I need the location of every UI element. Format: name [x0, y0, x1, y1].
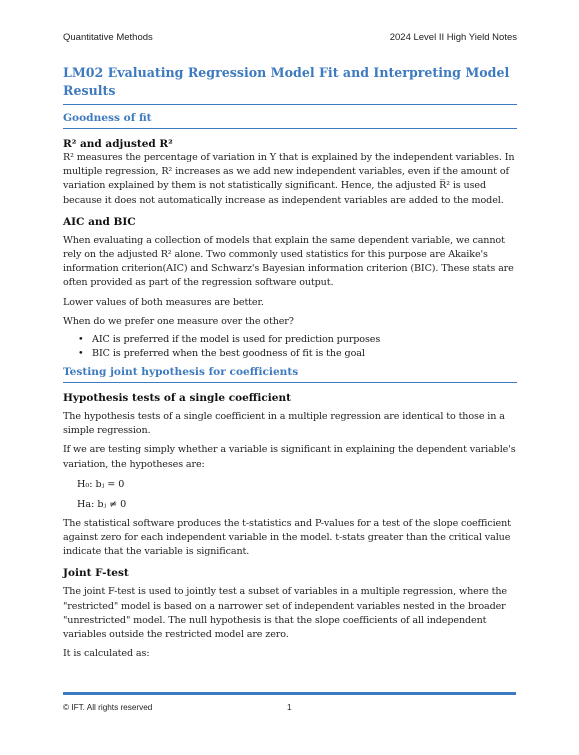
paragraph-joint-f-test: The joint F-test is used to jointly test a subset of variables in a multiple regression, where the "restricted" model is based on a narrower set of independent variables nested in the broader "unrestricted" model. The null hypothesis is that the slope coefficients of all independent variables outside the restricted model are zero.: [63, 586, 507, 641]
paragraph-testing-significance: If we are testing simply whether a variable is significant in explaining the dependent variable's variation, the hypotheses are:: [63, 444, 516, 470]
bullet-text-aic: AIC is preferred if the model is used for prediction purposes: [92, 334, 381, 346]
header-edition: 2024 Level II High Yield Notes: [389, 32, 517, 43]
paragraph-r2: R² measures the percentage of variation in Y that is explained by the independent variables. In multiple regression, R² increases as we add new independent variables, even if the amount of variation explained by them is not statistically significant. Hence, the adjusted R̅² is used because it does not automatically increase as independent variables are added to the model.: [63, 152, 515, 206]
bullet-icon: •: [78, 347, 84, 359]
footer-divider: [63, 692, 516, 695]
paragraph-t-statistics: The statistical software produces the t-statistics and P-values for a test of the slope coefficient against zero for each independent variable in the model. t-stats greater than the critical value indicate that the variable is significant.: [63, 517, 511, 558]
null-hypothesis: H₀: bⱼ = 0: [77, 478, 125, 490]
subheading-single-coefficient: Hypothesis tests of a single coefficient: [63, 392, 291, 405]
preference-list: [63, 333, 517, 360]
section-heading-goodness-of-fit: Goodness of fit: [63, 111, 517, 129]
page-title: LM02 Evaluating Regression Model Fit and Interpreting Model Results: [63, 64, 517, 105]
paragraph-single-coefficient: The hypothesis tests of a single coefficient in a multiple regression are identical to those in a simple regression.: [63, 411, 505, 437]
paragraph-aic-bic: When evaluating a collection of models that explain the same dependent variable, we cannot rely on the adjusted R² alone. Two commonly used statistics for this purpose are Akaike's information criterion(AIC) and Schwarz's Bayesian information criterion (BIC). These stats are often provided as part of the regression software output.: [63, 234, 514, 289]
paragraph-calculated-as: It is calculated as:: [63, 648, 150, 660]
header-subject: Quantitative Methods: [63, 32, 153, 43]
footer-copyright: © IFT. All rights reserved: [63, 703, 153, 712]
list-item: [78, 347, 517, 361]
section-heading-testing-joint-hypothesis: Testing joint hypothesis for coefficients: [63, 365, 517, 383]
alternative-hypothesis: Ha: bⱼ ≠ 0: [77, 498, 127, 510]
paragraph-prefer-question: When do we prefer one measure over the other?: [63, 315, 294, 327]
subheading-joint-f-test: Joint F-test: [63, 567, 129, 580]
page-number: 1: [287, 703, 292, 712]
subheading-aic-bic: AIC and BIC: [63, 215, 136, 228]
page-header: [63, 32, 517, 46]
list-item: [78, 333, 517, 347]
bullet-text-bic: BIC is preferred when the best goodness of fit is the goal: [92, 347, 365, 359]
paragraph-lower-values: Lower values of both measures are better.: [63, 296, 264, 308]
bullet-icon: •: [78, 334, 84, 346]
subheading-r2: R² and adjusted R²: [63, 138, 173, 150]
page-content: [63, 64, 517, 661]
